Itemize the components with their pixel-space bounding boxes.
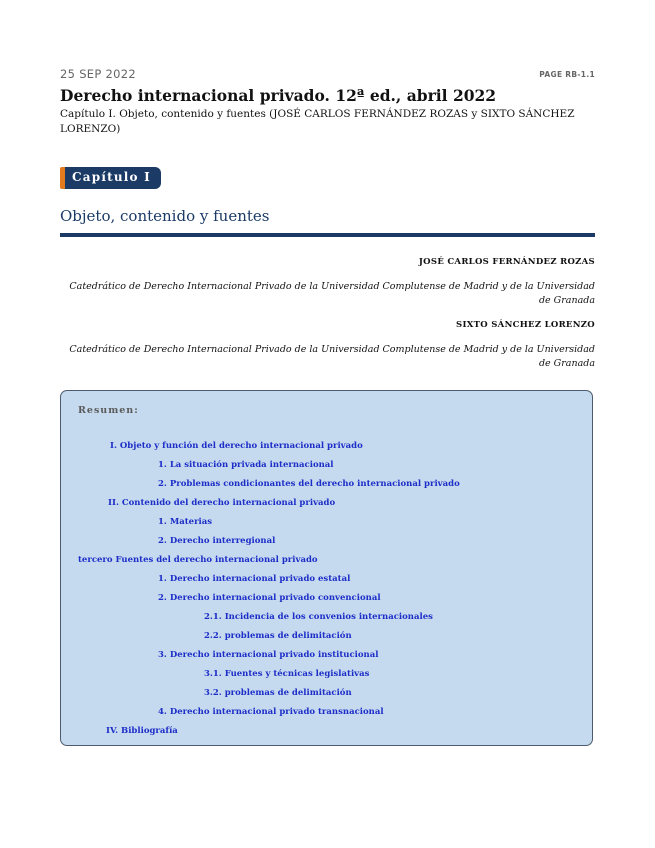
toc-item[interactable]: 3.1. Fuentes y técnicas legislativas [204, 669, 370, 679]
toc-item[interactable]: 1. Materias [158, 517, 213, 527]
toc-item[interactable]: 1. La situación privada internacional [158, 460, 334, 470]
toc-item[interactable]: 3.2. problemas de delimitación [204, 688, 352, 698]
author-name: SIXTO SÁNCHEZ LORENZO [456, 320, 595, 330]
chapter-tag [60, 167, 161, 189]
toc-item[interactable]: tercero Fuentes del derecho internacional privado [78, 555, 318, 565]
author-affiliation: Catedrático de Derecho Internacional Privado de la Universidad Complutense de Madrid y de la Universidad de Granada [69, 281, 595, 306]
toc-item[interactable]: 2.2. problemas de delimitación [204, 631, 352, 641]
toc-item[interactable]: 1. Derecho internacional privado estatal [158, 574, 351, 584]
toc-item[interactable]: 3. Derecho internacional privado institucional [158, 650, 379, 660]
chapter-tag-label: Capítulo I [65, 167, 161, 189]
toc-item[interactable]: I. Objeto y función del derecho internacional privado [110, 441, 363, 451]
author-name: JOSÉ CARLOS FERNÁNDEZ ROZAS [418, 257, 595, 267]
author-affiliation: Catedrático de Derecho Internacional Privado de la Universidad Complutense de Madrid y de la Universidad de Granada [69, 344, 595, 369]
toc-item[interactable]: 2. Problemas condicionantes del derecho internacional privado [158, 479, 460, 489]
toc-item[interactable]: 2. Derecho interregional [158, 536, 276, 546]
chapter-title: Objeto, contenido y fuentes [60, 207, 270, 225]
toc-item[interactable]: 2.1. Incidencia de los convenios internacionales [204, 612, 433, 622]
toc-item[interactable]: IV. Bibliografía [106, 726, 178, 736]
header-date: 25 SEP 2022 [60, 67, 137, 81]
page-reference: PAGE RB-1.1 [539, 70, 595, 79]
toc-item[interactable]: 2. Derecho internacional privado convencional [158, 593, 381, 603]
document-title: Derecho internacional privado. 12ª ed., abril 2022 [60, 86, 497, 105]
toc-item[interactable]: 4. Derecho internacional privado transnacional [158, 707, 384, 717]
title-divider [60, 233, 595, 237]
summary-box [60, 390, 593, 746]
toc-item[interactable]: II. Contenido del derecho internacional privado [108, 498, 336, 508]
document-subtitle: Capítulo I. Objeto, contenido y fuentes (JOSÉ CARLOS FERNÁNDEZ ROZAS y SIXTO SÁNCHEZ LORENZO) [60, 108, 575, 135]
summary-heading: Resumen: [78, 405, 139, 416]
